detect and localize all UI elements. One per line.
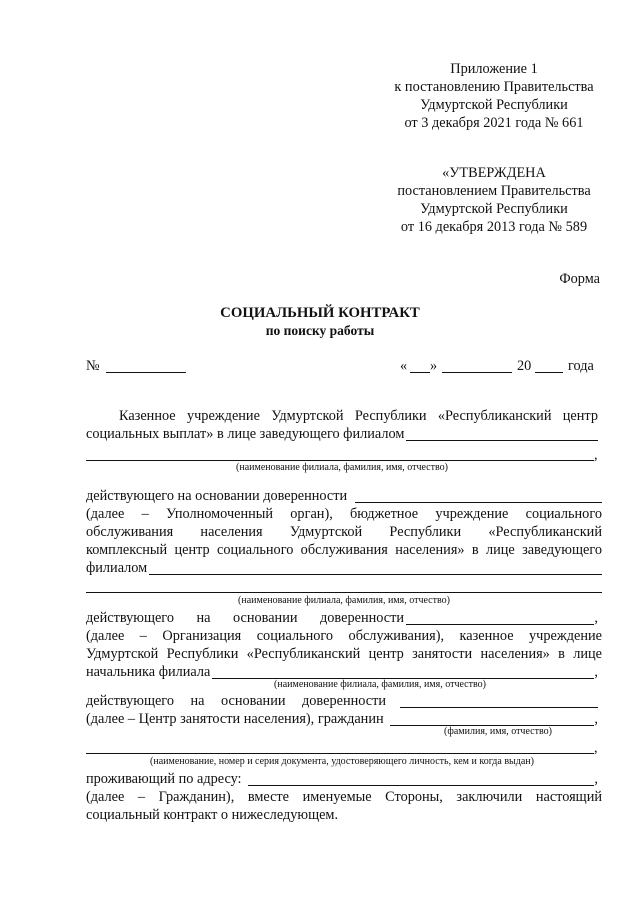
p5-line-3: социальный контракт о нижеследующем.	[86, 807, 339, 823]
org-branch-head-blank-2[interactable]	[86, 592, 602, 593]
date-day-blank[interactable]	[410, 372, 430, 373]
document-title: СОЦИАЛЬНЫЙ КОНТРАКТ	[220, 305, 420, 321]
date-close-quote: »	[430, 358, 438, 374]
hint-branch-name-2: (наименование филиала, фамилия, имя, отчество)	[238, 595, 450, 606]
p2-line-2: (далее – Уполномоченный орган), бюджетное учреждение социального	[86, 506, 602, 522]
employment-branch-head-blank[interactable]	[212, 665, 594, 679]
citizen-name-blank[interactable]	[390, 712, 595, 726]
form-label: Форма	[559, 271, 600, 287]
approved-line-2: постановлением Правительства	[397, 183, 591, 199]
approved-line-4: от 16 декабря 2013 года № 589	[400, 219, 588, 235]
address-blank[interactable]	[248, 772, 595, 786]
appendix-line-2: к постановлению Правительства	[394, 79, 594, 95]
comma-2: ,	[594, 740, 598, 756]
hint-branch-name-3: (наименование филиала, фамилия, имя, отчество)	[274, 679, 486, 690]
power-of-attorney-blank-3[interactable]	[400, 694, 598, 708]
p3-line-1: действующего на основании доверенности ,	[86, 610, 598, 626]
appendix-line-1: Приложение 1	[450, 61, 538, 77]
date-year-word: года	[568, 358, 594, 374]
p2-line-4: комплексный центр социального обслуживания населения» в лице заведующего	[86, 542, 602, 558]
p2-line-1: действующего на основании доверенности	[86, 489, 602, 503]
p3-line-2: (далее – Организация социального обслуживания), казенное учреждение	[86, 628, 602, 644]
p2-line-3: обслуживания населения Удмуртской Республики «Республиканский	[86, 524, 602, 540]
power-of-attorney-blank-1[interactable]	[355, 489, 602, 503]
branch-head-blank-1[interactable]	[406, 427, 598, 441]
p5-line-1: проживающий по адресу: ,	[86, 771, 598, 787]
p5-line-2: (далее – Гражданин), вместе именуемые Стороны, заключили настоящий	[86, 789, 602, 805]
hint-fio: (фамилия, имя, отчество)	[444, 726, 552, 737]
date-month-blank[interactable]	[442, 372, 512, 373]
date-open-quote: «	[400, 358, 408, 374]
date-year-blank[interactable]	[535, 372, 563, 373]
branch-head-blank-2[interactable]	[86, 460, 594, 461]
p4-line-2: (далее – Центр занятости населения), гражданин ,	[86, 711, 598, 727]
approved-line-3: Удмуртской Республики	[420, 201, 568, 217]
hint-identity-document: (наименование, номер и серия документа, удостоверяющего личность, кем и когда выдан)	[150, 756, 534, 767]
appendix-line-4: от 3 декабря 2021 года № 661	[404, 115, 584, 131]
p1-line-1: Казенное учреждение Удмуртской Республики «Республиканский центр	[119, 408, 598, 424]
number-blank[interactable]	[106, 372, 186, 373]
appendix-line-3: Удмуртской Республики	[420, 97, 568, 113]
number-label: №	[86, 358, 100, 374]
p1-line-2: социальных выплат» в лице заведующего филиалом	[86, 427, 598, 441]
p2-line-5: филиалом	[86, 561, 602, 575]
approved-line-1: «УТВЕРЖДЕНА	[442, 165, 546, 181]
hint-branch-name-1: (наименование филиала, фамилия, имя, отчество)	[236, 462, 448, 473]
p3-line-4: начальника филиала ,	[86, 664, 598, 680]
org-branch-head-blank-1[interactable]	[149, 561, 602, 575]
document-subtitle: по поиску работы	[265, 323, 375, 338]
date-century: 20	[517, 358, 532, 374]
p4-line-1: действующего на основании доверенности	[86, 694, 598, 708]
comma-1: ,	[594, 447, 598, 463]
power-of-attorney-blank-2[interactable]	[406, 611, 594, 625]
identity-document-blank[interactable]	[86, 753, 594, 754]
p3-line-3: Удмуртской Республики «Республиканский центр занятости населения» в лице	[86, 646, 602, 662]
